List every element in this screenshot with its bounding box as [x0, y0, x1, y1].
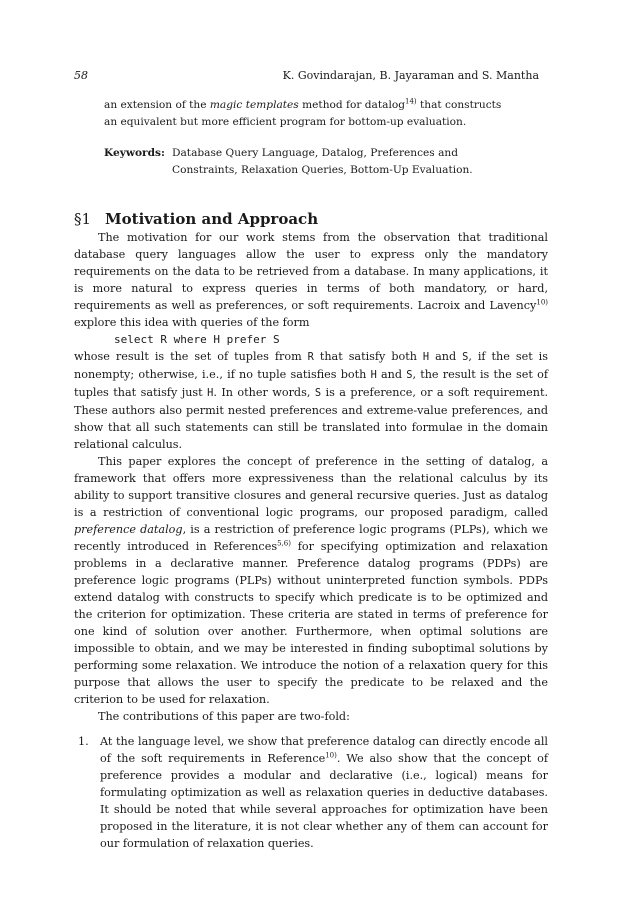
- emphasis-text: preference datalog: [74, 523, 183, 536]
- page-number: 58: [74, 69, 88, 82]
- list-item-number: 1.: [78, 735, 89, 748]
- inline-code: S: [314, 387, 322, 399]
- citation-ref: 10): [536, 298, 548, 307]
- abstract-tail: [104, 97, 505, 131]
- inline-code: H: [207, 387, 214, 399]
- paragraph-text: for specifying optimization and relaxation problems in a declarative manner. Preference datalog programs (PDPs) are preference logic programs (PLPs) without uninterpreted function symbols. PDPs extend datalog with constructs to specify which predicate is to be optimized and the criterion for optimization. These criteria are stated in terms of preference for one kind of solution over another. Furthermore, when optimal solutions are impossible to obtain, and we may be interested in finding suboptimal solutions by performing some relaxation. We introduce the notion of a relaxation query for this purpose that allows the user to specify the predicate to be relaxed and the criterion to be used for relaxation.: [74, 540, 549, 706]
- paragraph-text: This paper explores the concept of preference in the setting of datalog, a framework that offers more expressiveness than the relational calculus by its ability to support transitive closures and general recursive queries. Just as datalog is a restriction of conventional logic programs, our proposed paradigm, called: [74, 455, 548, 519]
- abstract-text: that constructs an equivalent but more efficient program for bottom-up evaluation.: [104, 99, 502, 128]
- keywords-label: Keywords:: [104, 147, 165, 159]
- list-item: [74, 733, 548, 852]
- inline-code: S: [462, 351, 469, 363]
- citation-ref: 5,6): [277, 539, 291, 548]
- inline-code: S: [406, 369, 413, 381]
- paragraph-text: , the result is the set of tuples that satisfy just: [74, 368, 548, 399]
- citation-ref: 10): [325, 751, 337, 760]
- abstract-text: method for datalog: [298, 99, 405, 111]
- paragraph: [74, 348, 548, 453]
- paragraph-text: At the language level, we show that preference datalog can directly encode all of the soft requirements in Reference: [100, 735, 548, 765]
- inline-code: H: [370, 369, 377, 381]
- paragraph: [74, 453, 548, 708]
- section-heading: [74, 210, 318, 228]
- keywords-block: [104, 145, 519, 179]
- running-head: [74, 69, 539, 85]
- section-title: Motivation and Approach: [105, 210, 319, 228]
- paragraph-text: is a preference, or a soft requirement. These authors also permit nested preferences and extreme-value preferences, and show that all such statements can still be translated into formulae in the domain relational calculus.: [74, 386, 548, 451]
- paragraph-text: , is a restriction of preference logic programs (PLPs), which we recently introduced in References: [74, 523, 548, 553]
- paragraph-text: . We also show that the concept of preference provides a modular and declarative (i.e., logical) means for formulating optimization as well as relaxation queries in deductive databases. It should be noted that while several approaches for optimization have been proposed in the literature, it is not clear whether any of them can account for our formulation of relaxation queries.: [100, 752, 549, 850]
- paragraph-text: whose result is the set of tuples from: [74, 350, 308, 363]
- paragraph-text: , if the set is nonempty; otherwise, i.e., if no tuple satisfies both: [74, 350, 548, 381]
- keywords-text: Database Query Language, Datalog, Preferences and Constraints, Relaxation Queries, Bottom-Up Evaluation.: [172, 147, 473, 176]
- code-example: select R where H prefer S: [114, 333, 280, 346]
- paragraph-text: . In other words,: [213, 386, 315, 399]
- paragraph-text: that satisfy both: [313, 350, 423, 363]
- paragraph-text: The motivation for our work stems from the observation that traditional database query languages allow the user to express only the mandatory requirements on the data to be retrieved from a database. In many applications, it is more natural to express queries in terms of both mandatory, or hard, requirements as well as preferences, or soft requirements. Lacroix and Lavency: [74, 231, 548, 312]
- abstract-emphasis: magic templates: [209, 99, 299, 111]
- section-body: [74, 229, 548, 852]
- section-number: §1: [74, 210, 92, 228]
- inline-code: H: [422, 351, 430, 363]
- paragraph-text: explore this idea with queries of the form: [74, 316, 310, 329]
- list-item-text: [100, 733, 548, 852]
- inline-code: R: [307, 351, 314, 363]
- header-authors: K. Govindarajan, B. Jayaraman and S. Mantha: [282, 69, 539, 82]
- abstract-text: an extension of the: [104, 99, 210, 111]
- paragraph: [74, 229, 548, 331]
- paragraph-text: and: [429, 350, 463, 363]
- contributions-list: [74, 733, 548, 852]
- paragraph-text: and: [376, 368, 407, 381]
- paragraph: The contributions of this paper are two-fold:: [98, 710, 350, 723]
- citation-ref: 14): [405, 97, 417, 106]
